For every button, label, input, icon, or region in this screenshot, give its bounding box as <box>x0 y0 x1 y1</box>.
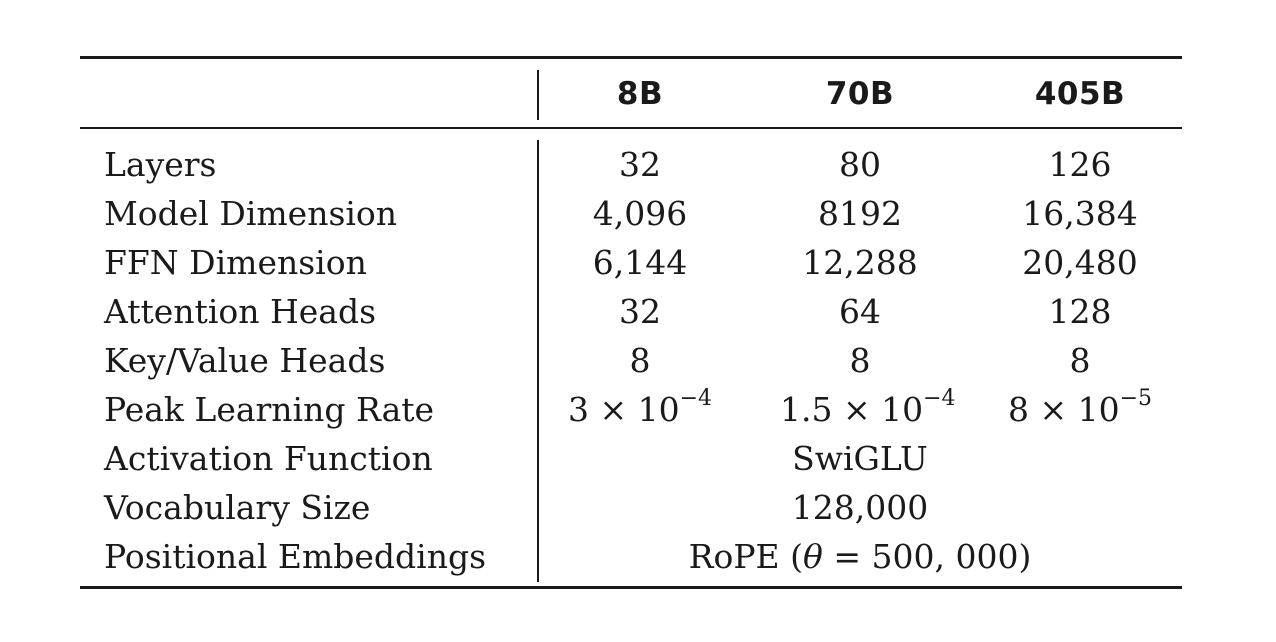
lr-mantissa: 1.5 × 10 <box>780 390 924 429</box>
lr-mantissa: 3 × 10 <box>567 390 680 429</box>
cell-70b: 64 <box>839 292 881 331</box>
cell-405b <box>1000 385 1160 434</box>
column-header-405b: 405B <box>1034 76 1126 112</box>
table-row-key-value-heads <box>80 336 1182 385</box>
row-label: Activation Function <box>104 439 433 478</box>
table-row-peak-learning-rate <box>80 385 1182 434</box>
row-label: Peak Learning Rate <box>104 390 435 429</box>
rope-suffix: = 500, 000) <box>822 537 1032 576</box>
column-header-70b: 70B <box>825 76 895 112</box>
cell-shared: SwiGLU <box>792 439 928 478</box>
lr-exponent: −4 <box>923 386 956 411</box>
table-row-positional-embeddings <box>80 532 1182 581</box>
cell-8b: 32 <box>619 145 661 184</box>
cell-70b <box>780 385 956 434</box>
row-label: Model Dimension <box>104 194 398 233</box>
row-label: Positional Embeddings <box>104 537 487 576</box>
cell-8b: 32 <box>619 292 661 331</box>
cell-8b: 8 <box>629 341 651 380</box>
cell-70b: 12,288 <box>802 243 918 282</box>
cell-405b: 20,480 <box>1022 243 1138 282</box>
cell-70b: 8192 <box>818 194 902 233</box>
table-row-activation-function <box>80 434 1182 483</box>
cell-70b: 8 <box>849 341 871 380</box>
lr-exponent: −5 <box>1119 386 1153 411</box>
cell-shared: 128,000 <box>791 488 929 527</box>
cell-8b: 4,096 <box>592 194 688 233</box>
cell-8b <box>560 385 720 434</box>
row-label: Vocabulary Size <box>104 488 371 527</box>
cell-shared <box>560 532 1160 581</box>
row-label: Layers <box>104 145 217 184</box>
cell-405b: 8 <box>1069 341 1091 380</box>
cell-405b: 16,384 <box>1022 194 1138 233</box>
row-label: FFN Dimension <box>104 243 367 282</box>
header-rule <box>80 127 1182 129</box>
cell-70b: 80 <box>839 145 881 184</box>
theta-symbol: θ <box>803 537 823 576</box>
table-row-model-dimension <box>80 189 1182 238</box>
bottom-rule <box>80 586 1182 589</box>
row-label: Key/Value Heads <box>104 341 386 380</box>
top-rule <box>80 56 1182 59</box>
table-row-ffn-dimension <box>80 238 1182 287</box>
table-row-vocabulary-size <box>80 483 1182 532</box>
header-column-divider <box>537 70 539 120</box>
cell-405b: 126 <box>1048 145 1112 184</box>
column-header-8b: 8B <box>616 76 664 112</box>
rope-prefix: RoPE ( <box>688 537 804 576</box>
table-body <box>80 140 1182 581</box>
table-row-layers <box>80 140 1182 189</box>
cell-8b: 6,144 <box>592 243 688 282</box>
lr-exponent: −4 <box>679 386 713 411</box>
table-row-attention-heads <box>80 287 1182 336</box>
lr-mantissa: 8 × 10 <box>1007 390 1120 429</box>
cell-405b: 128 <box>1048 292 1112 331</box>
row-label: Attention Heads <box>104 292 377 331</box>
